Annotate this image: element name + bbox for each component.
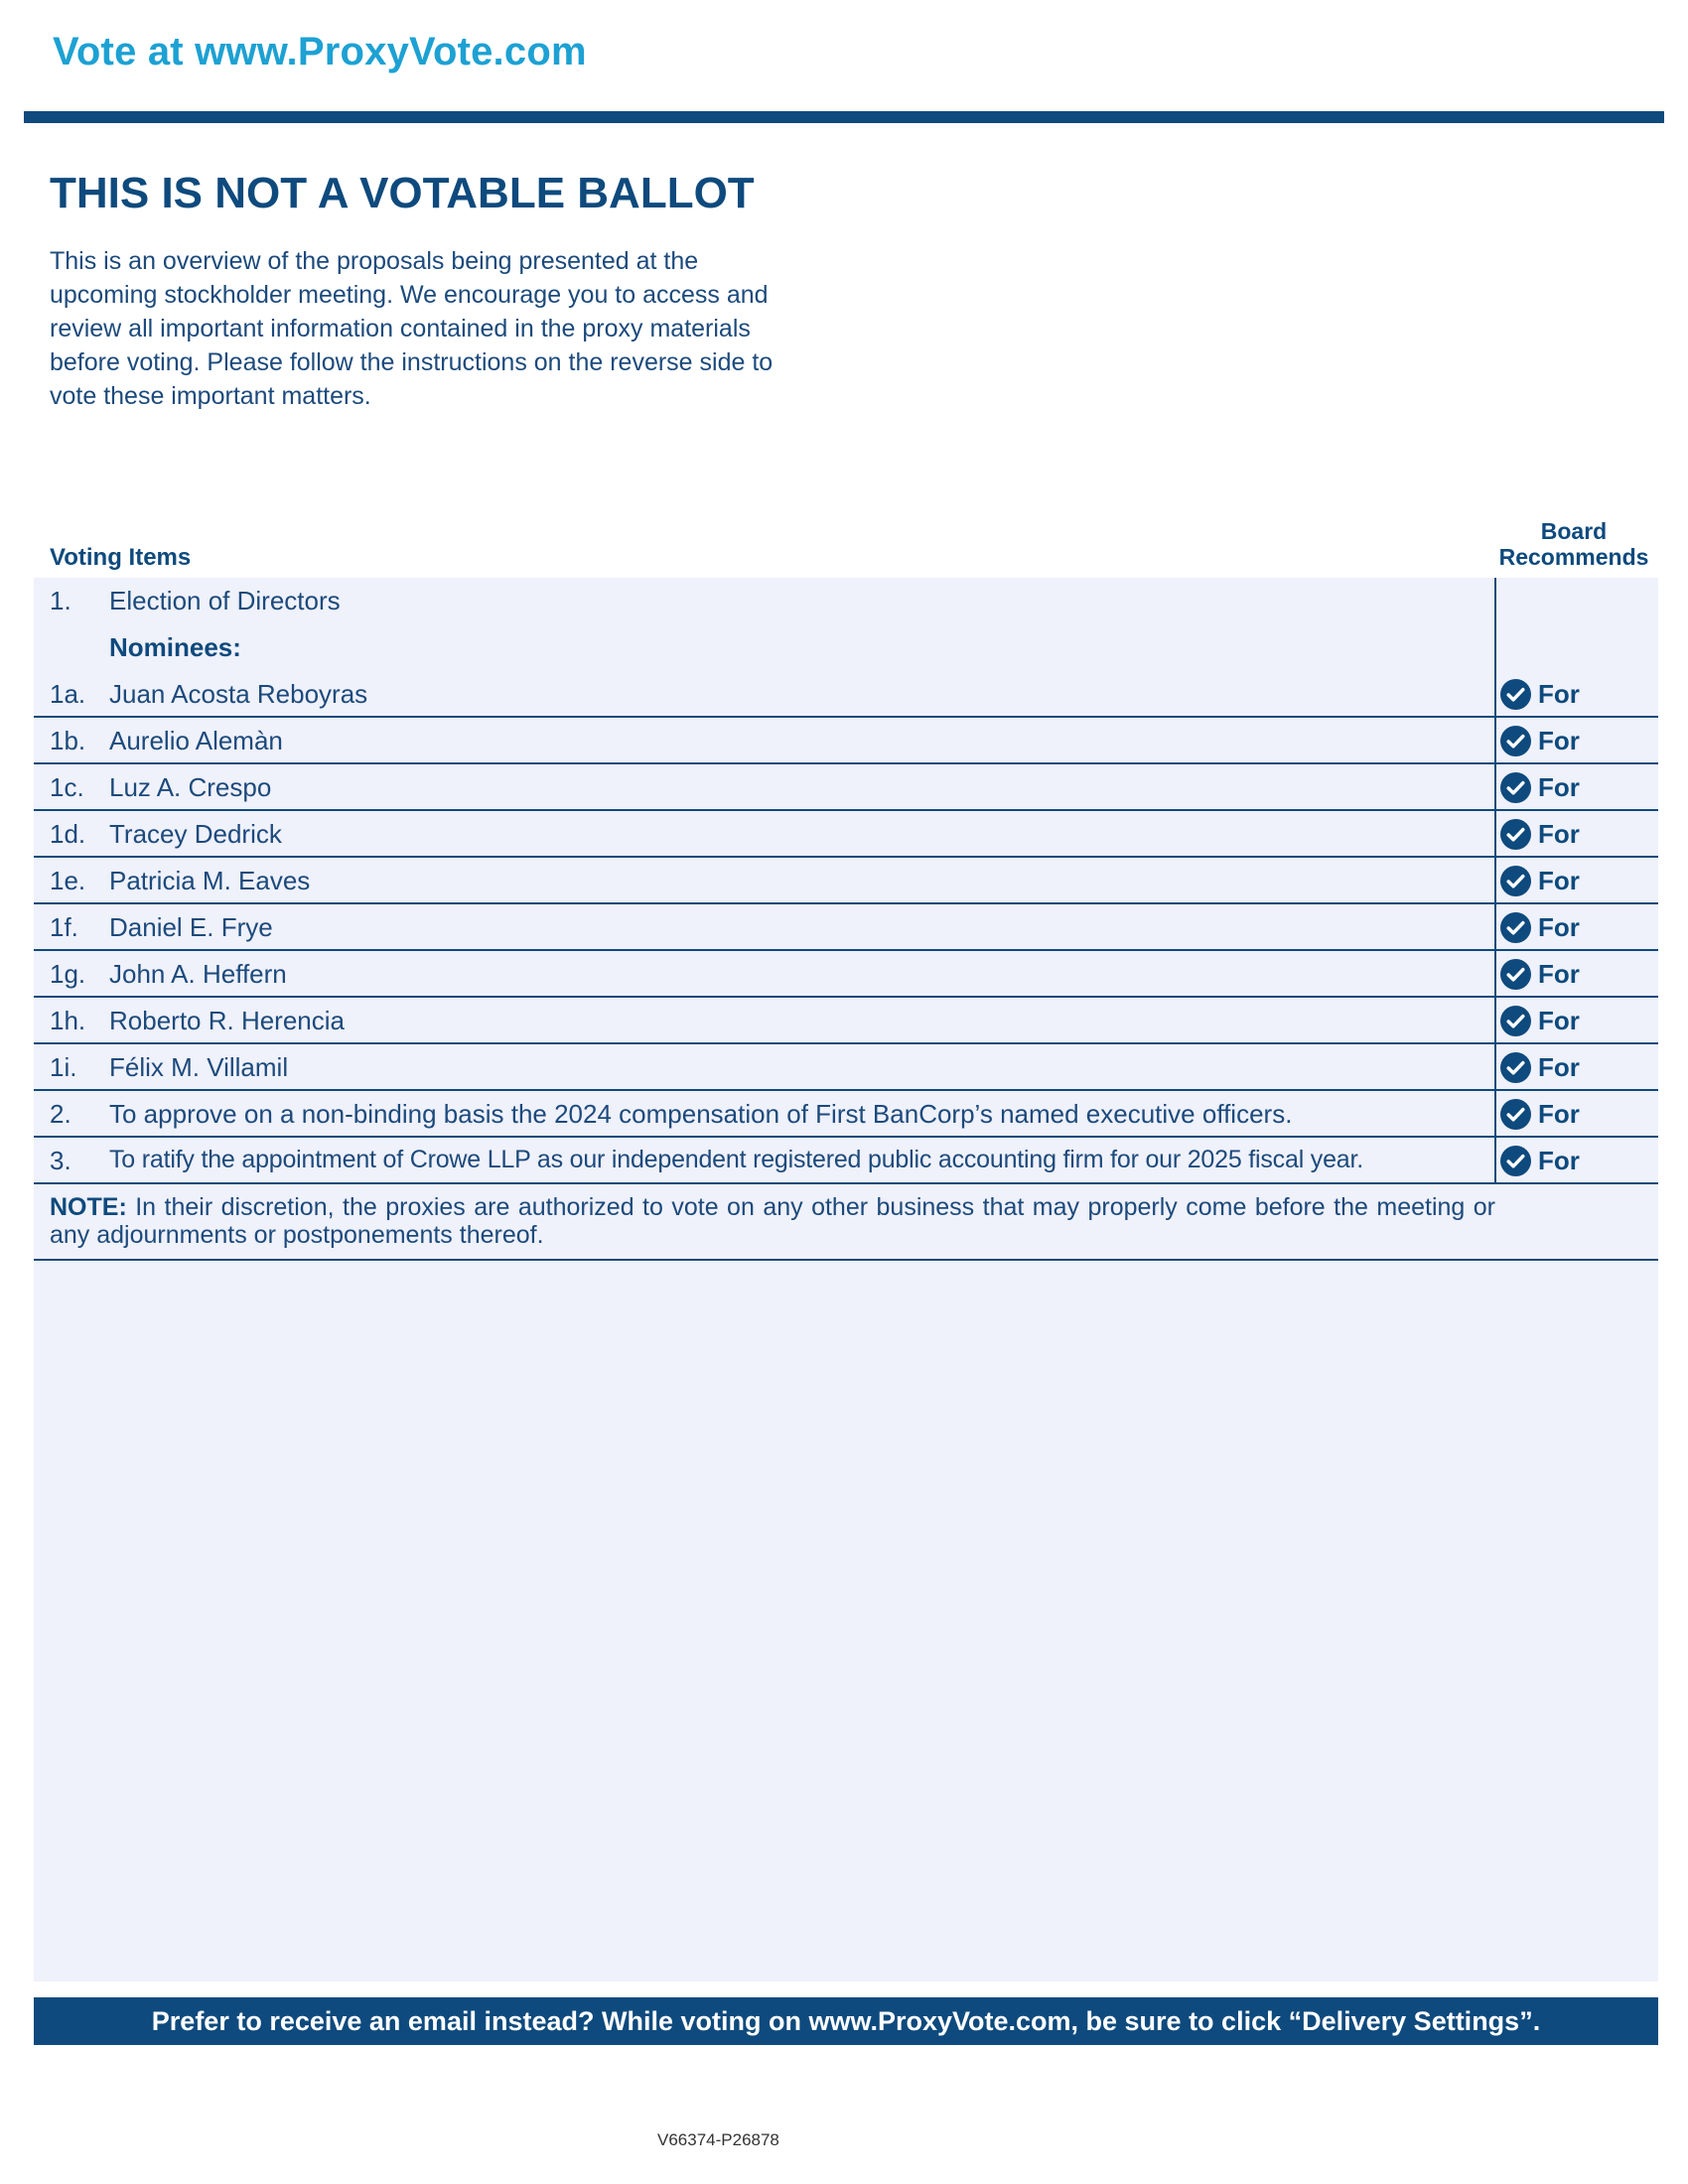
nominee-number: 1c. xyxy=(50,772,84,802)
board-recommendation xyxy=(1500,1052,1580,1083)
nominee-row xyxy=(34,904,1658,951)
check-circle-icon xyxy=(1500,1146,1531,1176)
nominees-label-row xyxy=(34,624,1658,671)
nominee-name: Daniel E. Frye xyxy=(109,912,273,942)
board-recommendation xyxy=(1500,912,1580,943)
board-recommendation xyxy=(1500,1146,1580,1176)
nominee-name: Luz A. Crespo xyxy=(109,772,272,802)
nominee-row xyxy=(34,951,1658,998)
nominee-number: 1g. xyxy=(50,959,86,989)
board-recommendation xyxy=(1500,1099,1580,1130)
nominee-number: 1a. xyxy=(50,679,86,709)
note-text xyxy=(50,1193,1495,1249)
nominees-label: Nominees: xyxy=(109,632,241,662)
proposal-number: 3. xyxy=(50,1146,71,1175)
nominee-name: Patricia M. Eaves xyxy=(109,866,311,895)
nominee-row xyxy=(34,858,1658,904)
nominee-number: 1d. xyxy=(50,819,86,849)
nominee-row xyxy=(34,811,1658,858)
email-delivery-banner: Prefer to receive an email instead? While voting on www.ProxyVote.com, be sure to click “Delivery Settings”. xyxy=(34,1997,1658,2045)
voting-items-header: Voting Items xyxy=(50,544,192,571)
proposal-text: To approve on a non-binding basis the 2024 compensation of First BanCorp’s named executive officers. xyxy=(109,1099,1293,1129)
board-recommendation xyxy=(1500,866,1580,896)
board-recommendation xyxy=(1500,726,1580,756)
check-circle-icon xyxy=(1500,819,1531,850)
board-recommendation xyxy=(1500,1006,1580,1036)
board-recommendation xyxy=(1500,772,1580,803)
check-circle-icon xyxy=(1500,1099,1531,1130)
check-circle-icon xyxy=(1500,1052,1531,1083)
recommendation-label: For xyxy=(1538,959,1580,989)
vote-url-header: Vote at www.ProxyVote.com xyxy=(53,30,587,73)
note-label: NOTE: xyxy=(50,1193,127,1221)
board-recommendation xyxy=(1500,679,1580,710)
recommendation-label: For xyxy=(1538,1052,1580,1082)
nominee-number: 1e. xyxy=(50,866,86,895)
recommendation-label: For xyxy=(1538,772,1580,802)
nominee-number: 1h. xyxy=(50,1006,86,1035)
recommendation-label: For xyxy=(1538,1146,1580,1175)
item-number: 1. xyxy=(50,586,71,615)
nominee-name: Roberto R. Herencia xyxy=(109,1006,345,1035)
note-body: In their discretion, the proxies are authorized to vote on any other business that may properly come before the meeting or any adjournments or postponements thereof. xyxy=(50,1193,1495,1249)
nominee-number: 1i. xyxy=(50,1052,77,1082)
nominee-name: Juan Acosta Reboyras xyxy=(109,679,368,709)
nominee-row xyxy=(34,998,1658,1044)
check-circle-icon xyxy=(1500,726,1531,756)
nominee-row xyxy=(34,718,1658,764)
recommendation-label: For xyxy=(1538,912,1580,942)
nominee-name: Félix M. Villamil xyxy=(109,1052,289,1082)
item-text: Election of Directors xyxy=(109,586,341,615)
recommendation-label: For xyxy=(1538,1099,1580,1129)
check-circle-icon xyxy=(1500,679,1531,710)
nominee-number: 1b. xyxy=(50,726,86,755)
board-recommendation xyxy=(1500,959,1580,990)
check-circle-icon xyxy=(1500,866,1531,896)
check-circle-icon xyxy=(1500,1006,1531,1036)
nominee-row xyxy=(34,671,1658,718)
nominee-row xyxy=(34,764,1658,811)
check-circle-icon xyxy=(1500,912,1531,943)
check-circle-icon xyxy=(1500,959,1531,990)
note-section xyxy=(34,1185,1658,1261)
intro-paragraph: This is an overview of the proposals being presented at the upcoming stockholder meeting. We encourage you to access and review all important information contained in the proxy materials before voting. Please follow the instructions on the reverse side to vote these important matters. xyxy=(50,247,774,410)
page-title: THIS IS NOT A VOTABLE BALLOT xyxy=(50,169,755,217)
proposal-row xyxy=(34,1138,1658,1184)
proposal-row xyxy=(34,1091,1658,1138)
board-header-line2: Recommends xyxy=(1498,544,1649,570)
nominee-row xyxy=(34,1044,1658,1091)
header-rule xyxy=(24,111,1664,123)
election-row xyxy=(34,578,1658,624)
nominee-name: John A. Heffern xyxy=(109,959,287,989)
recommendation-label: For xyxy=(1538,819,1580,849)
proposal-number: 2. xyxy=(50,1099,71,1129)
proposal-text: To ratify the appointment of Crowe LLP as our independent registered public accounting firm for our 2025 fiscal year. xyxy=(109,1146,1363,1173)
nominee-name: Tracey Dedrick xyxy=(109,819,282,849)
recommendation-label: For xyxy=(1538,866,1580,895)
recommendation-label: For xyxy=(1538,726,1580,755)
nominee-name: Aurelio Alemàn xyxy=(109,726,283,755)
recommendation-label: For xyxy=(1538,679,1580,709)
board-recommendation xyxy=(1500,819,1580,850)
check-circle-icon xyxy=(1500,772,1531,803)
nominee-number: 1f. xyxy=(50,912,78,942)
board-recommends-header xyxy=(1494,518,1653,570)
recommendation-label: For xyxy=(1538,1006,1580,1035)
board-header-line1: Board xyxy=(1540,518,1608,544)
document-code: V66374-P26878 xyxy=(657,2130,779,2149)
